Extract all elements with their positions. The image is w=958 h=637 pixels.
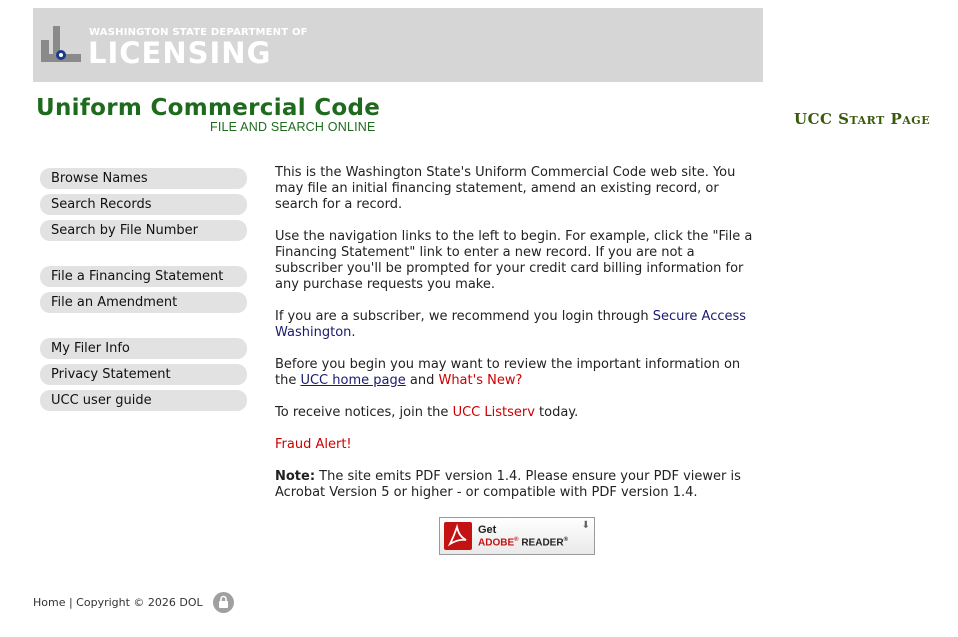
- ucc-home-page-link[interactable]: UCC home page: [300, 373, 406, 388]
- listserv-paragraph: [275, 405, 763, 421]
- footer-copyright: | Copyright © 2026 DOL: [65, 596, 203, 609]
- subscriber-text: If you are a subscriber, we recommend you login through: [275, 309, 653, 324]
- ucc-listserv-link[interactable]: UCC Listserv: [452, 405, 535, 420]
- lock-icon: [213, 592, 234, 613]
- agency-name-small: WASHINGTON STATE DEPARTMENT OF: [89, 27, 308, 38]
- fraud-alert-link[interactable]: Fraud Alert!: [275, 437, 352, 452]
- review-mid: and: [405, 373, 439, 388]
- page-title: Uniform Commercial Code: [36, 95, 381, 121]
- nav-privacy-statement[interactable]: Privacy Statement: [40, 364, 247, 385]
- adobe-product-mark: ®: [563, 537, 568, 543]
- listserv-text: To receive notices, join the: [275, 405, 453, 420]
- subscriber-suffix: .: [351, 325, 356, 340]
- get-adobe-reader-button[interactable]: [439, 517, 595, 555]
- nav-file-financing-statement[interactable]: File a Financing Statement: [40, 266, 247, 287]
- whats-new-link[interactable]: What's New?: [438, 373, 523, 388]
- adobe-reader-text: [478, 537, 568, 548]
- page-subtitle: FILE AND SEARCH ONLINE: [210, 120, 376, 134]
- footer-home-link[interactable]: Home: [33, 596, 66, 609]
- nav-my-filer-info[interactable]: My Filer Info: [40, 338, 247, 359]
- listserv-suffix: today.: [534, 405, 579, 420]
- nav-ucc-user-guide[interactable]: UCC user guide: [40, 390, 247, 411]
- note-text: The site emits PDF version 1.4. Please ensure your PDF viewer is Acrobat Version 5 or higher - or compatible with PDF version 1.4.: [275, 469, 741, 500]
- adobe-brand: ADOBE: [478, 537, 515, 549]
- review-paragraph: [275, 357, 763, 389]
- nav-search-records[interactable]: Search Records: [40, 194, 247, 215]
- subscriber-paragraph: [275, 309, 763, 341]
- ucc-start-page-link[interactable]: UCC Start Page: [794, 110, 931, 128]
- nav-search-by-file-number[interactable]: Search by File Number: [40, 220, 247, 241]
- adobe-brand-mark: ®: [514, 537, 519, 543]
- adobe-get-text: Get: [478, 524, 497, 536]
- adobe-product: READER: [518, 537, 564, 549]
- intro-paragraph: This is the Washington State's Uniform Commercial Code web site. You may file an initial financing statement, amend an existing record, or search for a record.: [275, 165, 736, 212]
- main-content: [275, 165, 763, 517]
- note-paragraph: [275, 469, 763, 501]
- navigation-paragraph: Use the navigation links to the left to begin. For example, click the "File a Financing Statement" link to enter a new record. If you are not a subscriber you'll be prompted for your credit card billing information for any purchase requests you make.: [275, 229, 753, 292]
- nav-browse-names[interactable]: Browse Names: [40, 168, 247, 189]
- adobe-pdf-icon: [444, 522, 472, 550]
- download-arrow-icon: ⬇: [581, 520, 590, 531]
- agency-name-big: LICENSING: [88, 36, 272, 70]
- dol-logo-icon: [41, 26, 83, 66]
- nav-file-amendment[interactable]: File an Amendment: [40, 292, 247, 313]
- note-label: Note:: [275, 469, 316, 484]
- secure-access-washington-link[interactable]: Secure Access Washington: [275, 309, 747, 340]
- header-banner: [33, 8, 763, 82]
- footer: [33, 596, 203, 609]
- review-text: Before you begin you may want to review the important information on the: [275, 357, 741, 388]
